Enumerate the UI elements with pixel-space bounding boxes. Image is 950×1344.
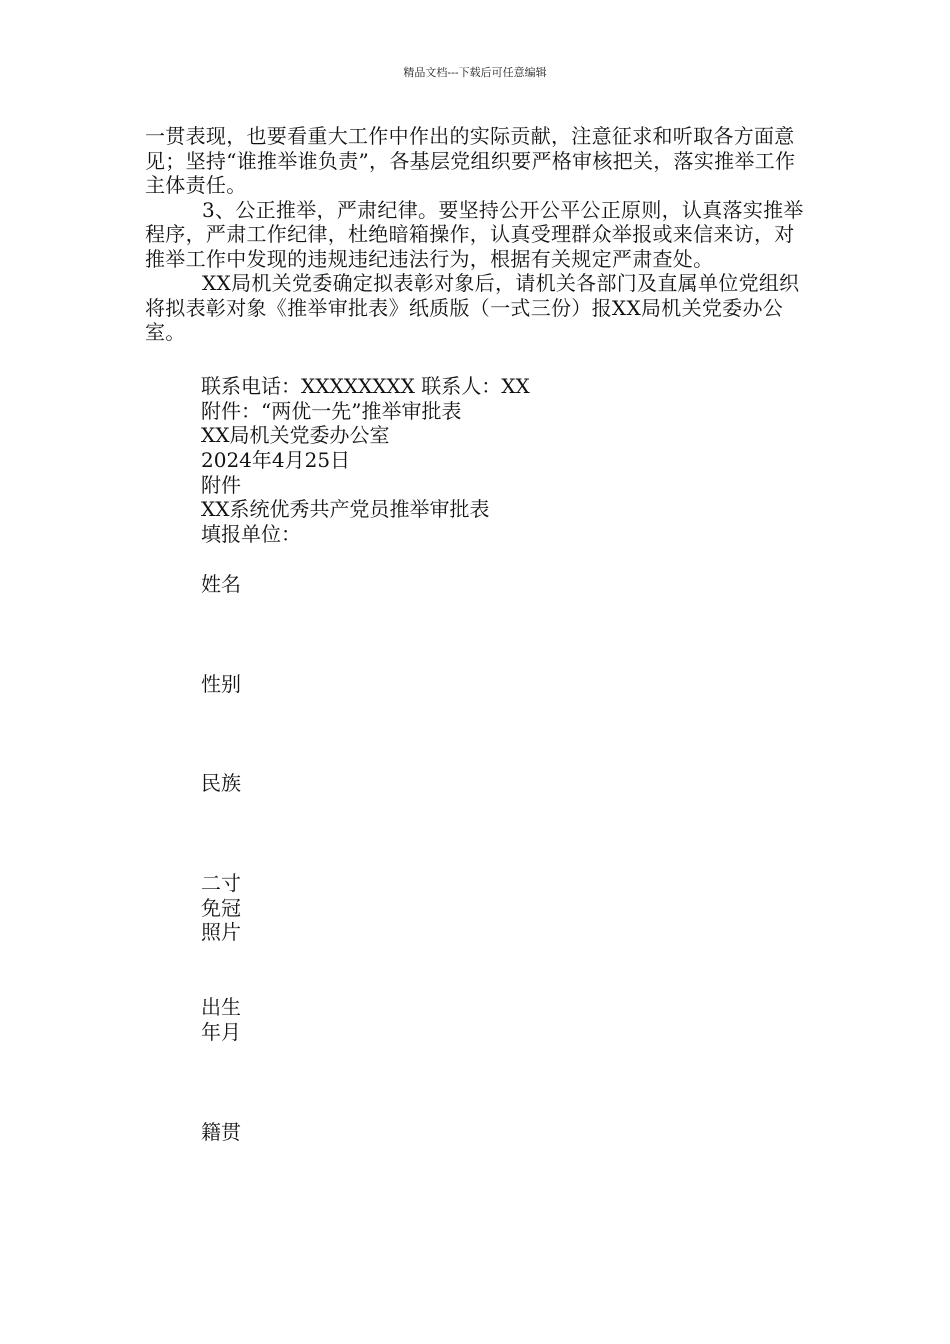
field-birth-label-line1: 出生 xyxy=(201,995,241,1019)
field-native-place-label: 籍贯 xyxy=(201,1120,241,1144)
signature-office: XX局机关党委办公室 xyxy=(201,423,390,447)
paragraph-continued: 一贯表现，也要看重大工作中作出的实际贡献，注意征求和听取各方面意见；坚持“谁推举谁负责”，各基层党组织要严格审核把关，落实推举工作主体责任。 xyxy=(145,124,796,197)
fill-unit-label: 填报单位： xyxy=(201,522,301,546)
field-photo-label-line2: 免冠 xyxy=(201,896,241,920)
attachment-label: 附件 xyxy=(201,473,241,497)
document-body xyxy=(145,124,810,345)
paragraph-fair-recommendation: 3、公正推举，严肃纪律。要坚持公开公平公正原则，认真落实推举程序，严肃工作纪律，杜绝暗箱操作，认真受理群众举报或来信来访，对推举工作中发现的违规违纪违法行为，根据有关规定严肃查处。 xyxy=(145,197,804,271)
paragraph-submission-notice: XX局机关党委确定拟表彰对象后，请机关各部门及直属单位党组织将拟表彰对象《推举审批表》纸质版（一式三份）报XX局机关党委办公室。 xyxy=(145,271,800,344)
field-gender-label: 性别 xyxy=(201,672,241,696)
attachment-note: 附件：“两优一先”推举审批表 xyxy=(201,399,462,423)
page-header: 精品文档---下载后可任意编辑 xyxy=(403,66,547,79)
field-ethnicity-label: 民族 xyxy=(201,771,241,795)
field-photo-label-line3: 照片 xyxy=(201,920,241,944)
field-name-label: 姓名 xyxy=(201,572,241,596)
field-photo-label-line1: 二寸 xyxy=(201,871,241,895)
document-date: 2024年4月25日 xyxy=(201,448,351,472)
contact-line: 联系电话：XXXXXXXX 联系人：XX xyxy=(201,374,530,398)
field-birth-label-line2: 年月 xyxy=(201,1020,241,1044)
form-title: XX系统优秀共产党员推举审批表 xyxy=(201,497,490,521)
